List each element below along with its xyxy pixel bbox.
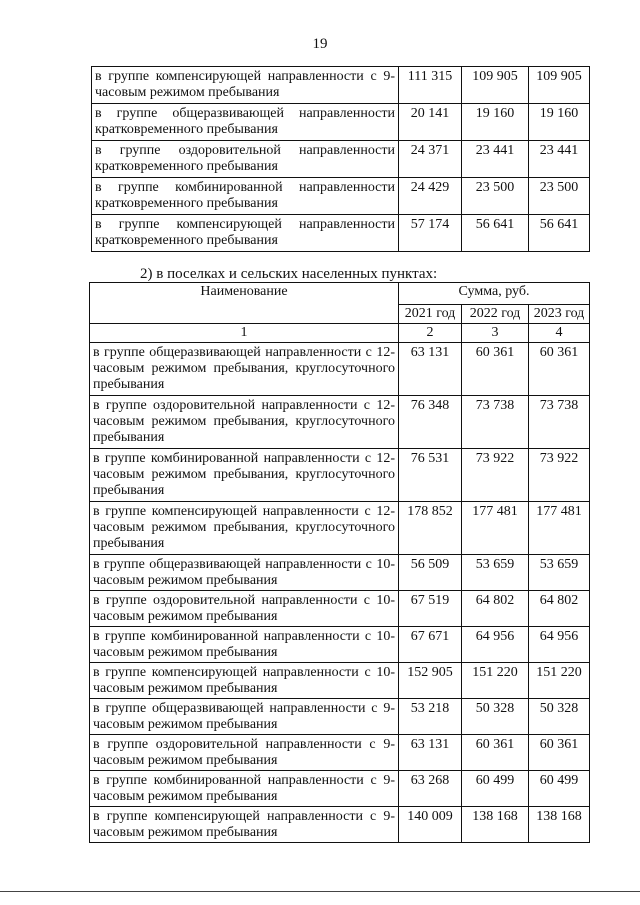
row-name: в группе общеразвивающей направленности с 10-часовым режимом пребывания: [90, 555, 399, 591]
column-number-1: 1: [90, 324, 399, 343]
table-row: [90, 343, 590, 396]
row-name: в группе общеразвивающей направленности кратковременного пребывания: [92, 104, 399, 141]
table-row: [90, 449, 590, 502]
header-year-2022: 2022 год: [462, 305, 529, 324]
header-year-2021: 2021 год: [399, 305, 462, 324]
header-name: Наименование: [90, 283, 399, 324]
value-2023: 109 905: [529, 67, 590, 104]
value-2023: 56 641: [529, 215, 590, 252]
rural-table-body: [90, 343, 590, 843]
value-2021: 67 519: [399, 591, 462, 627]
column-number-2: 2: [399, 324, 462, 343]
header-year-2023: 2023 год: [529, 305, 590, 324]
value-2023: 60 361: [529, 735, 590, 771]
value-2022: 73 922: [462, 449, 529, 502]
top-table-body: [92, 67, 590, 252]
rural-table-header: [90, 283, 590, 343]
value-2021: 24 429: [399, 178, 462, 215]
value-2023: 64 956: [529, 627, 590, 663]
page-number: 19: [312, 36, 328, 52]
value-2021: 53 218: [399, 699, 462, 735]
value-2021: 76 348: [399, 396, 462, 449]
table-row: [90, 555, 590, 591]
row-name: в группе оздоровительной направленности с 9-часовым режимом пребывания: [90, 735, 399, 771]
table-row: [90, 735, 590, 771]
table-row: [90, 591, 590, 627]
table-row: [92, 67, 590, 104]
value-2023: 73 738: [529, 396, 590, 449]
column-number-4: 4: [529, 324, 590, 343]
row-name: в группе компенсирующей направленности с 9-часовым режимом пребывания: [92, 67, 399, 104]
value-2022: 60 499: [462, 771, 529, 807]
value-2022: 60 361: [462, 735, 529, 771]
value-2021: 140 009: [399, 807, 462, 843]
row-name: в группе общеразвивающей направленности с 12-часовым режимом пребывания, круглосуточного пребывания: [90, 343, 399, 396]
value-2022: 109 905: [462, 67, 529, 104]
page-bottom-border: [0, 891, 640, 892]
row-name: в группе компенсирующей направленности кратковременного пребывания: [92, 215, 399, 252]
table-row: [92, 215, 590, 252]
value-2023: 151 220: [529, 663, 590, 699]
value-2021: 24 371: [399, 141, 462, 178]
value-2022: 64 956: [462, 627, 529, 663]
value-2022: 23 441: [462, 141, 529, 178]
section-heading: 2) в поселках и сельских населенных пунктах:: [140, 266, 438, 282]
table-row: [90, 699, 590, 735]
table-row: [90, 807, 590, 843]
value-2021: 67 671: [399, 627, 462, 663]
value-2023: 60 499: [529, 771, 590, 807]
value-2021: 20 141: [399, 104, 462, 141]
row-name: в группе компенсирующей направленности с 10-часовым режимом пребывания: [90, 663, 399, 699]
value-2023: 53 659: [529, 555, 590, 591]
row-name: в группе компенсирующей направленности с 9-часовым режимом пребывания: [90, 807, 399, 843]
table-row: [90, 771, 590, 807]
table-row: [90, 502, 590, 555]
row-name: в группе оздоровительной направленности с 10-часовым режимом пребывания: [90, 591, 399, 627]
value-2023: 138 168: [529, 807, 590, 843]
row-name: в группе компенсирующей направленности с 12-часовым режимом пребывания, круглосуточного пребывания: [90, 502, 399, 555]
value-2022: 151 220: [462, 663, 529, 699]
value-2022: 19 160: [462, 104, 529, 141]
value-2021: 63 131: [399, 735, 462, 771]
value-2023: 73 922: [529, 449, 590, 502]
header-sum: Сумма, руб.: [399, 283, 590, 305]
value-2021: 152 905: [399, 663, 462, 699]
row-name: в группе комбинированной направленности кратковременного пребывания: [92, 178, 399, 215]
value-2021: 111 315: [399, 67, 462, 104]
value-2022: 56 641: [462, 215, 529, 252]
table-row: [90, 663, 590, 699]
value-2023: 50 328: [529, 699, 590, 735]
value-2022: 53 659: [462, 555, 529, 591]
row-name: в группе общеразвивающей направленности с 9-часовым режимом пребывания: [90, 699, 399, 735]
value-2023: 177 481: [529, 502, 590, 555]
row-name: в группе оздоровительной направленности кратковременного пребывания: [92, 141, 399, 178]
value-2023: 23 441: [529, 141, 590, 178]
value-2023: 64 802: [529, 591, 590, 627]
table-row: [90, 627, 590, 663]
value-2021: 57 174: [399, 215, 462, 252]
value-2023: 23 500: [529, 178, 590, 215]
table-row: [92, 141, 590, 178]
row-name: в группе комбинированной направленности с 12-часовым режимом пребывания, круглосуточного пребывания: [90, 449, 399, 502]
value-2022: 50 328: [462, 699, 529, 735]
row-name: в группе комбинированной направленности с 9-часовым режимом пребывания: [90, 771, 399, 807]
value-2021: 178 852: [399, 502, 462, 555]
value-2021: 63 131: [399, 343, 462, 396]
value-2023: 19 160: [529, 104, 590, 141]
value-2022: 23 500: [462, 178, 529, 215]
column-number-3: 3: [462, 324, 529, 343]
value-2023: 60 361: [529, 343, 590, 396]
top-cost-table: [91, 66, 590, 252]
value-2021: 76 531: [399, 449, 462, 502]
value-2022: 64 802: [462, 591, 529, 627]
value-2021: 56 509: [399, 555, 462, 591]
row-name: в группе оздоровительной направленности с 12-часовым режимом пребывания, круглосуточного пребывания: [90, 396, 399, 449]
table-row: [92, 104, 590, 141]
value-2022: 138 168: [462, 807, 529, 843]
row-name: в группе комбинированной направленности с 10-часовым режимом пребывания: [90, 627, 399, 663]
value-2022: 73 738: [462, 396, 529, 449]
table-row: [90, 396, 590, 449]
value-2022: 177 481: [462, 502, 529, 555]
table-row: [92, 178, 590, 215]
value-2022: 60 361: [462, 343, 529, 396]
rural-cost-table: [89, 282, 590, 843]
value-2021: 63 268: [399, 771, 462, 807]
